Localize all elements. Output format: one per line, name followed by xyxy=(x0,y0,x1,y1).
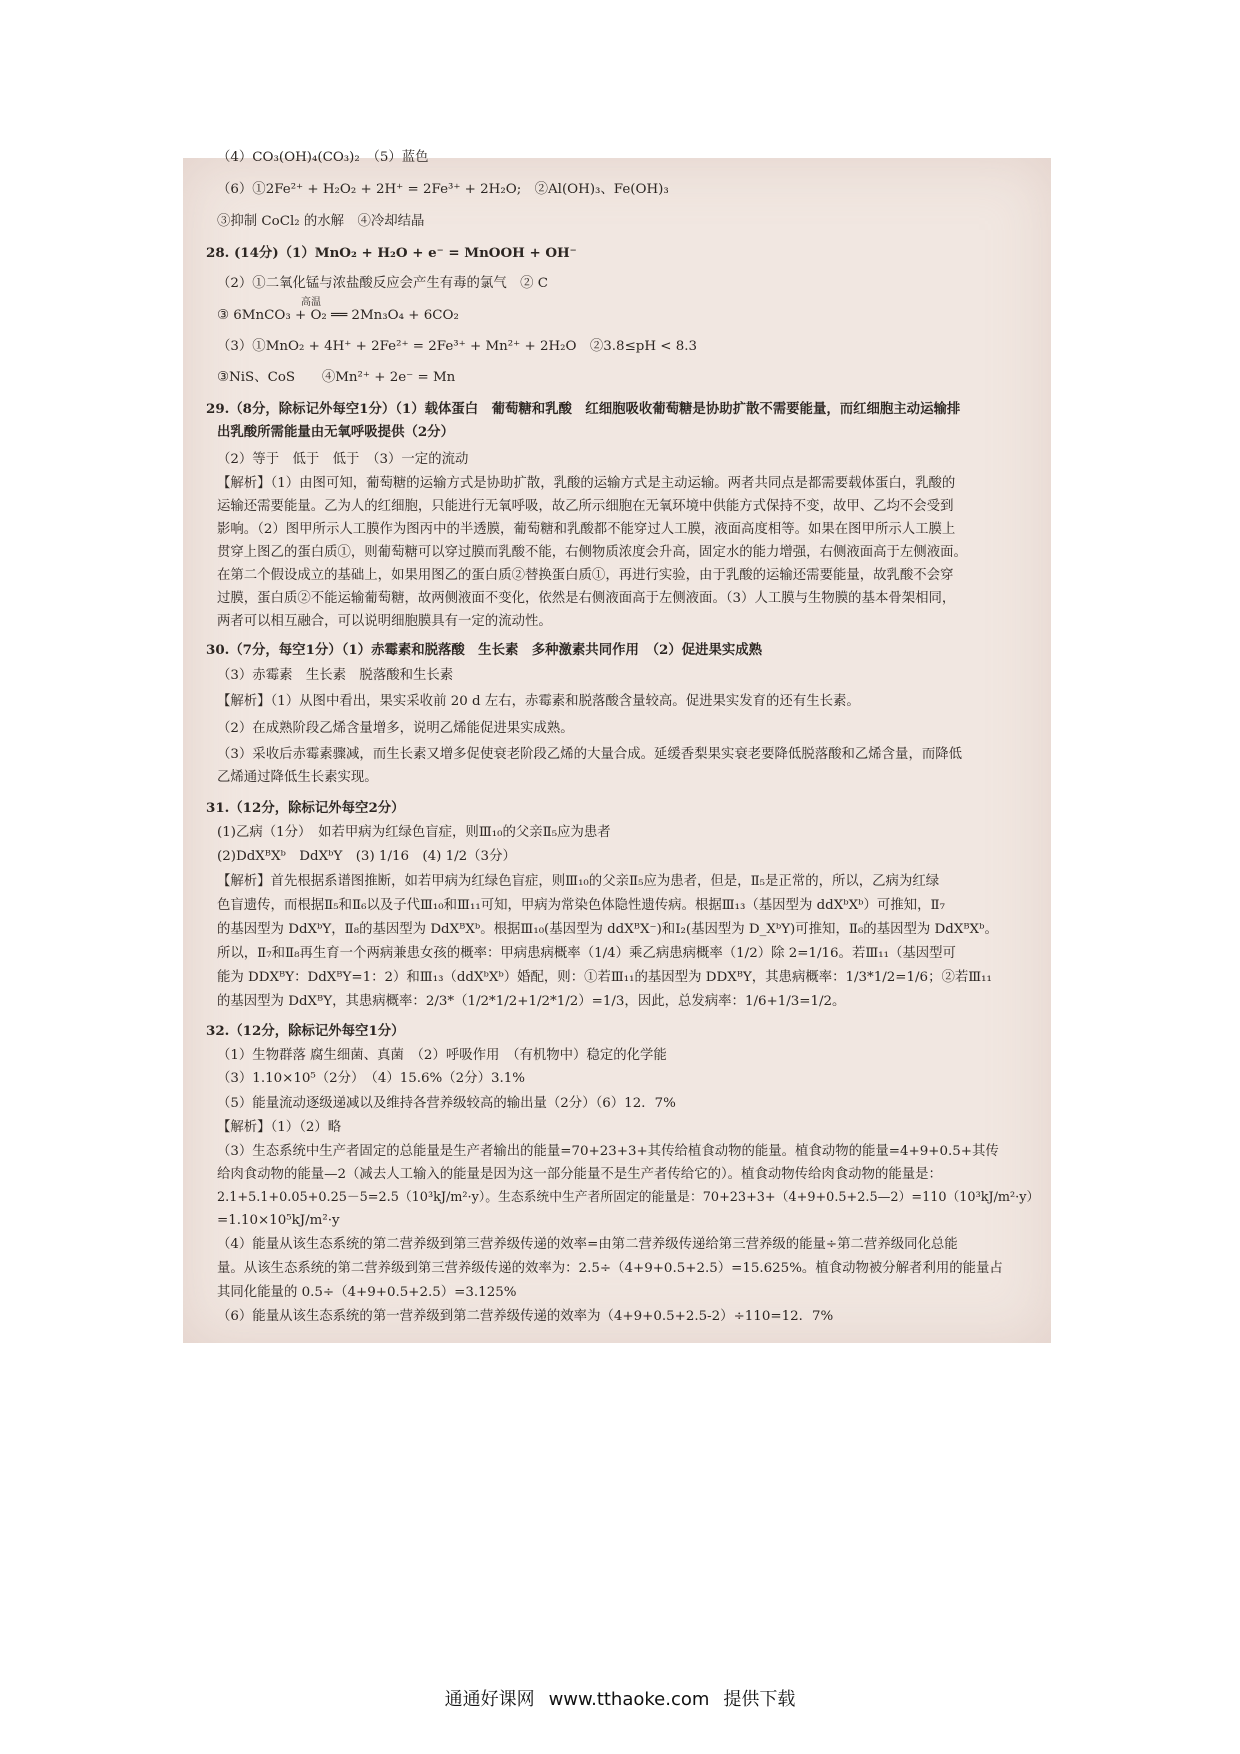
answer-line: (2)DdXᴮXᵇ DdXᵇY (3) 1/16 (4) 1/2（3分） xyxy=(217,849,516,864)
analysis-line: 所以，Ⅱ₇和Ⅱ₈再生育一个两病兼患女孩的概率：甲病患病概率（1/4）乘乙病患病概率（1/2）除 2=1/16。若Ⅲ₁₁（基因型可 xyxy=(217,946,956,961)
answer-line: （1）生物群落 腐生细菌、真菌 （2）呼吸作用 （有机物中）稳定的化学能 xyxy=(217,1048,667,1063)
analysis-line: （2）在成熟阶段乙烯含量增多，说明乙烯能促进果实成熟。 xyxy=(217,721,574,736)
answer-line: (1)乙病（1分） 如若甲病为红绿色盲症，则Ⅲ₁₀的父亲Ⅱ₅应为患者 xyxy=(217,825,611,840)
analysis-line: 乙烯通过降低生长素实现。 xyxy=(217,770,378,785)
analysis-line: 在第二个假设成立的基础上，如果用图乙的蛋白质②替换蛋白质①，再进行实验，由于乳酸的运输还需要能量，故乳酸不会穿 xyxy=(217,568,954,583)
analysis-line: 其同化能量的 0.5÷（4+9+0.5+2.5）=3.125% xyxy=(217,1285,517,1300)
question-heading: 30.（7分，每空1分）（1）赤霉素和脱落酸 生长素 多种激素共同作用 （2）促进果实成熟 xyxy=(206,642,763,658)
analysis-line: 能为 DDXᴮY：DdXᴮY=1：2）和Ⅲ₁₃（ddXᵇXᵇ）婚配，则：①若Ⅲ₁₁的基因型为 DDXᴮY，其患病概率：1/3*1/2=1/6；②若Ⅲ₁₁ xyxy=(217,970,992,985)
analysis-line: （3）采收后赤霉素骤减，而生长素又增多促使衰老阶段乙烯的大量合成。延缓香梨果实衰老要降低脱落酸和乙烯含量，而降低 xyxy=(217,747,962,762)
analysis-line: 的基因型为 DdXᴮY，其患病概率：2/3*（1/2*1/2+1/2*1/2）=1/3，因此，总发病率：1/6+1/3=1/2。 xyxy=(217,994,846,1009)
analysis-line: 过膜，蛋白质②不能运输葡萄糖，故两侧液面不变化，依然是右侧液面高于左侧液面。（3）人工膜与生物膜的基本骨架相同， xyxy=(217,591,956,606)
question-heading: 32.（12分，除标记外每空1分） xyxy=(206,1023,405,1039)
analysis-line: 【解析】（1）由图可知，葡萄糖的运输方式是协助扩散，乳酸的运输方式是主动运输。两者共同点是都需要载体蛋白，乳酸的 xyxy=(217,476,956,491)
analysis-line: 运输还需要能量。乙为人的红细胞，只能进行无氧呼吸，故乙所示细胞在无氧环境中供能方式保持不变，故甲、乙均不会受到 xyxy=(217,499,954,514)
answer-line: （3）1.10×10⁵（2分） （4）15.6%（2分）3.1% xyxy=(217,1071,525,1086)
answer-line: （6）①2Fe²⁺ + H₂O₂ + 2H⁺ = 2Fe³⁺ + 2H₂O; ②Al(OH)₃、Fe(OH)₃ xyxy=(217,182,669,197)
analysis-line: =1.10×10⁵kJ/m²·y xyxy=(217,1213,340,1228)
answer-line: （2）①二氧化锰与浓盐酸反应会产生有毒的氯气 ② C xyxy=(217,276,549,291)
footer-suffix: 提供下载 xyxy=(723,1689,796,1710)
answer-line: （5）能量流动逐级递减以及维持各营养级较高的输出量（2分）（6）12．7% xyxy=(217,1096,676,1111)
answer-line: （3）赤霉素 生长素 脱落酸和生长素 xyxy=(217,668,454,683)
analysis-line: 的基因型为 DdXᵇY，Ⅱ₈的基因型为 DdXᴮXᵇ。根据Ⅲ₁₀(基因型为 ddXᴮX⁻)和Ⅰ₂(基因型为 D_XᵇY)可推知，Ⅱ₆的基因型为 DdXᴮXᵇ。 xyxy=(217,922,998,937)
analysis-line: （6）能量从该生态系统的第一营养级到第二营养级传递的效率为（4+9+0.5+2.5-2）÷110=12．7% xyxy=(217,1309,834,1324)
analysis-line: 贯穿上图乙的蛋白质①，则葡萄糖可以穿过膜而乳酸不能，右侧物质浓度会升高，固定水的能力增强，右侧液面高于左侧液面。 xyxy=(217,545,967,560)
question-heading: 28. (14分)（1）MnO₂ + H₂O + e⁻ = MnOOH + OH⁻ xyxy=(206,245,577,261)
scanned-answer-page xyxy=(183,150,1051,1343)
analysis-line: 【解析】首先根据系谱图推断，如若甲病为红绿色盲症，则Ⅲ₁₀的父亲Ⅱ₅应为患者，但是，Ⅱ₅是正常的，所以，乙病为红绿 xyxy=(217,874,940,889)
analysis-line: 给肉食动物的能量—2（减去人工输入的能量是因为这一部分能量不是生产者传给它的）。植食动物传给肉食动物的能量是： xyxy=(217,1167,942,1182)
answer-line: （3）①MnO₂ + 4H⁺ + 2Fe²⁺ = 2Fe³⁺ + Mn²⁺ + 2H₂O ②3.8≤pH < 8.3 xyxy=(217,339,698,354)
footer-site-name: 通通好课网 xyxy=(444,1689,535,1710)
analysis-line: 【解析】（1）（2）略 xyxy=(217,1120,342,1135)
question-heading: 29.（8分，除标记外每空1分）（1）载体蛋白 葡萄糖和乳酸 红细胞吸收葡萄糖是协助扩散不需要能量，而红细胞主动运输排 xyxy=(206,401,961,417)
answer-line: 出乳酸所需能量由无氧呼吸提供（2分） xyxy=(217,424,454,440)
answer-line: ③ 6MnCO₃ + O₂ ══ 2Mn₃O₄ + 6CO₂ xyxy=(217,308,459,323)
analysis-line: 2.1+5.1+0.05+0.25－5=2.5（10³kJ/m²·y）。生态系统中生产者所固定的能量是：70+23+3+（4+9+0.5+2.5—2）=110（10³kJ/m²·y） xyxy=(217,1190,1040,1205)
analysis-line: 色盲遗传，而根据Ⅱ₅和Ⅱ₆以及子代Ⅲ₁₀和Ⅲ₁₁可知，甲病为常染色体隐性遗传病。根据Ⅲ₁₃（基因型为 ddXᵇXᵇ）可推知，Ⅱ₇ xyxy=(217,898,945,913)
footer-credit xyxy=(0,1685,1240,1711)
analysis-line: （4）能量从该生态系统的第二营养级到第三营养级传递的效率=由第二营养级传递给第三营养级的能量÷第二营养级同化总能 xyxy=(217,1237,958,1252)
analysis-line: 【解析】（1）从图中看出，果实采收前 20 d 左右，赤霉素和脱落酸含量较高。促进果实发育的还有生长素。 xyxy=(217,694,860,709)
question-heading: 31.（12分，除标记外每空2分） xyxy=(206,800,405,816)
answer-line: ③NiS、CoS ④Mn²⁺ + 2e⁻ = Mn xyxy=(217,370,456,385)
analysis-line: 影响。（2）图甲所示人工膜作为图丙中的半透膜，葡萄糖和乳酸都不能穿过人工膜，液面高度相等。如果在图甲所示人工膜上 xyxy=(217,522,956,537)
analysis-line: （3）生态系统中生产者固定的总能量是生产者输出的能量=70+23+3+其传给植食动物的能量。植食动物的能量=4+9+0.5+其传 xyxy=(217,1144,999,1159)
footer-url[interactable]: www.tthaoke.com xyxy=(548,1689,710,1710)
analysis-line: 量。从该生态系统的第二营养级到第三营养级传递的效率为：2.5÷（4+9+0.5+2.5）=15.625%。植食动物被分解者利用的能量占 xyxy=(217,1261,1003,1276)
answer-line: （4）CO₃(OH)₄(CO₃)₂ （5）蓝色 xyxy=(217,150,429,165)
reaction-condition: 高温 xyxy=(301,297,321,308)
answer-line: （2）等于 低于 低于 （3）一定的流动 xyxy=(217,452,469,467)
answer-line: ③抑制 CoCl₂ 的水解 ④冷却结晶 xyxy=(217,214,425,229)
analysis-line: 两者可以相互融合，可以说明细胞膜具有一定的流动性。 xyxy=(217,614,552,629)
